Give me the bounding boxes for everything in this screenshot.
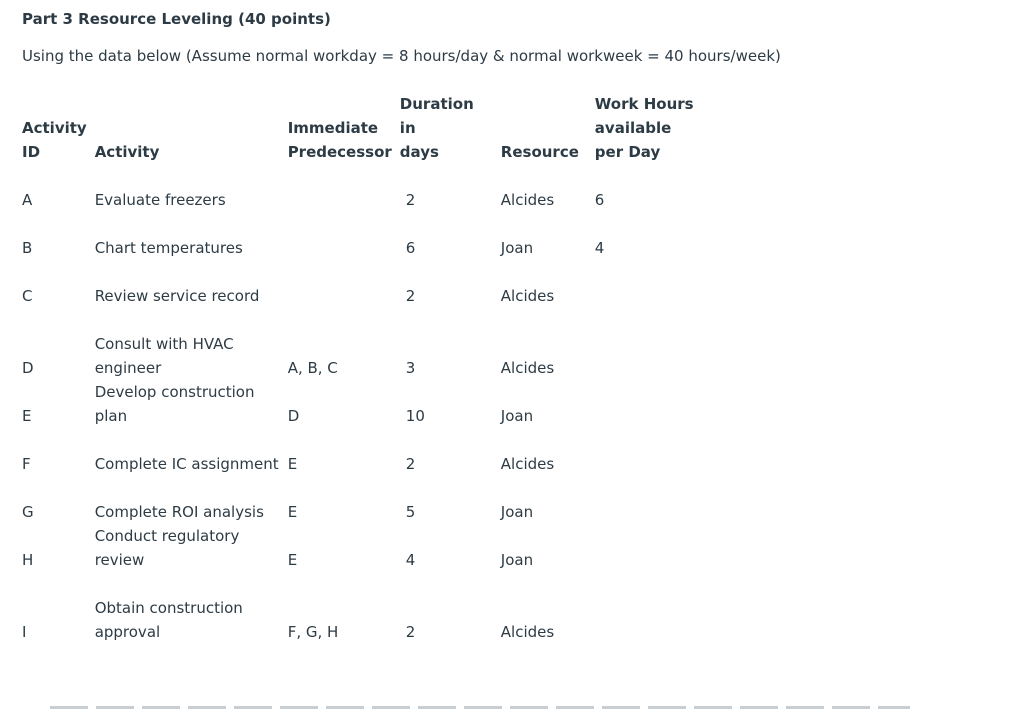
cell-work-hours: 4 [594,239,605,257]
table-row [18,428,699,476]
activity-table [18,92,699,644]
cell-predecessor: E [287,551,298,569]
cell-predecessor [284,212,396,260]
cell-resource: Joan [500,407,534,425]
table-row [18,212,699,260]
intro-text: Using the data below (Assume normal workday = 8 hours/day & normal workweek = 40 hours/week) [22,47,781,65]
table-row [18,380,699,428]
cell-work-hours [591,524,699,572]
header-predecessor: Immediate Predecessor [287,119,392,161]
cell-activity: Conduct regulatory review [94,527,240,569]
table-row [18,524,699,572]
cell-duration: 10 [405,407,425,425]
header-work-hours: Work Hours available per Day [594,95,694,161]
cell-activity: Evaluate freezers [94,191,226,209]
cell-duration: 4 [405,551,416,569]
cell-activity-id: D [22,359,34,377]
table-header-row [18,92,699,164]
cell-work-hours [591,428,699,476]
cell-work-hours [591,380,699,428]
cell-duration: 2 [405,191,416,209]
cell-resource: Joan [500,551,534,569]
cell-activity: Complete IC assignment [94,455,279,473]
cell-activity-id: E [22,407,32,425]
header-resource: Resource [500,143,579,161]
cell-duration: 6 [405,239,416,257]
cut-off-text-line [50,700,910,712]
page-heading: Part 3 Resource Leveling (40 points) [22,10,331,28]
cell-duration: 2 [405,287,416,305]
cell-activity-id: G [22,503,34,521]
cell-activity-id: H [22,551,34,569]
cell-resource: Alcides [500,191,555,209]
table-row [18,308,699,380]
cell-activity: Complete ROI analysis [94,503,264,521]
cell-duration: 2 [405,623,416,641]
cell-resource: Alcides [500,455,555,473]
cell-activity-id: I [22,623,27,641]
cell-work-hours: 6 [594,191,605,209]
cell-activity-id: B [22,239,33,257]
header-activity-id: Activity ID [22,119,87,161]
cell-predecessor: A, B, C [287,359,338,377]
cell-work-hours [591,308,699,380]
cell-activity: Obtain construction approval [94,599,243,641]
table-row [18,476,699,524]
cell-resource: Joan [500,503,534,521]
cell-duration: 2 [405,455,416,473]
cell-duration: 5 [405,503,416,521]
cell-activity-id: C [22,287,33,305]
cell-activity: Review service record [94,287,260,305]
cell-predecessor: E [287,455,298,473]
header-duration: Duration in days [399,95,474,161]
table-row [18,260,699,308]
cell-resource: Alcides [500,287,555,305]
cell-resource: Joan [500,239,534,257]
cell-resource: Alcides [500,623,555,641]
header-activity: Activity [94,143,160,161]
cell-predecessor: E [287,503,298,521]
cell-resource: Alcides [500,359,555,377]
cell-activity: Chart temperatures [94,239,243,257]
cell-predecessor: F, G, H [287,623,339,641]
cell-predecessor [284,164,396,212]
cell-work-hours [591,572,699,644]
cell-activity-id: A [22,191,33,209]
table-row [18,572,699,644]
cell-predecessor [284,260,396,308]
cell-activity: Consult with HVAC engineer [94,335,234,377]
cell-activity-id: F [22,455,31,473]
table-row [18,164,699,212]
cell-work-hours [591,476,699,524]
cell-predecessor: D [287,407,300,425]
cell-work-hours [591,260,699,308]
cell-activity: Develop construction plan [94,383,255,425]
cell-duration: 3 [405,359,416,377]
